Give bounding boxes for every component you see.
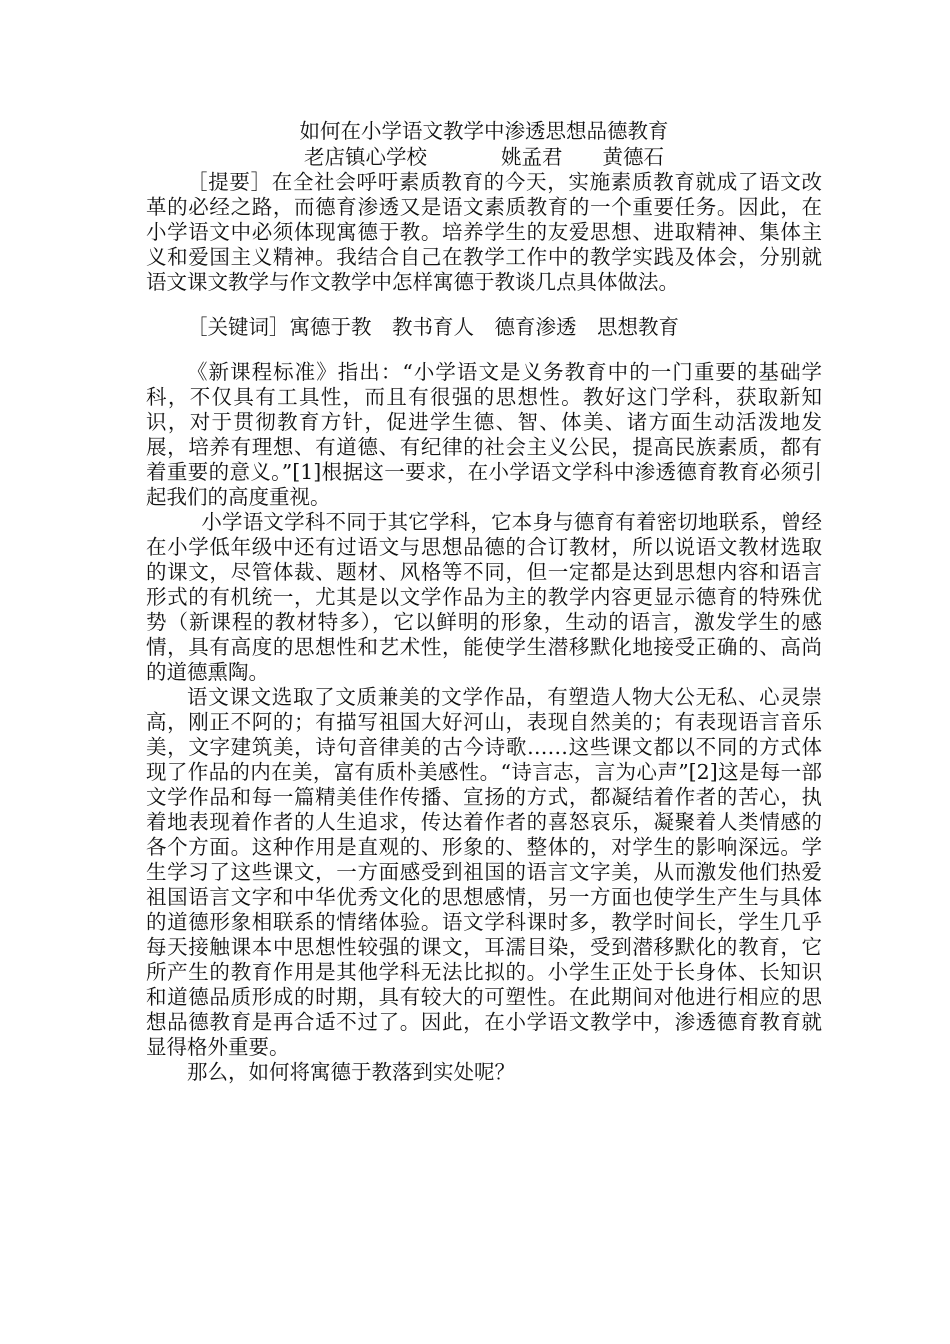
author-line [146, 144, 822, 170]
body-paragraph-3: 语文课文选取了文质兼美的文学作品，有塑造人物大公无私、心灵崇高，刚正不阿的；有描写祖国大好河山，表现自然美的；有表现语言音乐美，文字建筑美，诗句音律美的古今诗歌……这些课文都以不同的方式体现了作品的内在美，富有质朴美感性。“诗言志，言为心声”[2]这是每一部文学作品和每一篇精美佳作传播、宣扬的方式，都凝结着作者的苦心，执着地表现着作者的人生追求，传达着作者的喜怒哀乐，凝聚着人类情感的各个方面。这种作用是直观的、形象的、整体的，对学生的影响深远。学生学习了这些课文，一方面感受到祖国的语言文字美，从而激发他们热爱祖国语言文字和中华优秀文化的思想感情，另一方面也使学生产生与具体的道德形象相联系的情绪体验。语文学科课时多，教学时间长，学生几乎每天接触课本中思想性较强的课文，耳濡目染，受到潜移默化的教育，它所产生的教育作用是其他学科无法比拟的。小学生正处于长身体、长知识和道德品质形成的时期，具有较大的可塑性。在此期间对他进行相应的思想品德教育是再合适不过了。因此，在小学语文教学中，渗透德育教育就显得格外重要。 [146, 685, 822, 1059]
document-title: 如何在小学语文教学中渗透思想品德教育 [299, 119, 669, 143]
keywords-line: ［关键词］寓德于教 教书育人 德育渗透 思想教育 [187, 315, 679, 339]
author-name-1: 姚孟君 [501, 145, 563, 169]
body-paragraph-1: 《新课程标准》指出：“小学语文是义务教育中的一门重要的基础学科，不仅具有工具性，而且有很强的思想性。教好这门学科，获取新知识，对于贯彻教育方针，促进学生德、智、体美、诸方面生动活泼地发展，培养有理想、有道德、有纪律的社会主义公民，提高民族素质，都有着重要的意义。”[1]根据这一要求，在小学语文学科中渗透德育教育必须引起我们的高度重视。 [146, 360, 822, 509]
spacer [146, 295, 822, 315]
document-page [146, 118, 822, 1085]
body-paragraph-2: 小学语文学科不同于其它学科，它本身与德育有着密切地联系，曾经在小学低年级中还有过语文与思想品德的合订教材，所以说语文教材选取的课文，尽管体裁、题材、风格等不同，但一定都是达到思想内容和语言形式的有机统一，尤其是以文学作品为主的教学内容更显示德育的特殊优势（新课程的教材特多），它以鲜明的形象，生动的语言，激发学生的感情，具有高度的思想性和艺术性，能使学生潜移默化地接受正确的、高尚的道德熏陶。 [146, 510, 822, 684]
author-name-2: 黄德石 [602, 145, 664, 169]
school-name: 老店镇心学校 [304, 145, 427, 169]
spacer [146, 340, 822, 360]
abstract-paragraph: ［提要］在全社会呼吁素质教育的今天，实施素质教育就成了语文改革的必经之路，而德育渗透又是语文素质教育的一个重要任务。因此，在小学语文中必须体现寓德于教。培养学生的友爱思想、进取精神、集体主义和爱国主义精神。我结合自己在教学工作中的教学实践及体会，分别就语文课文教学与作文教学中怎样寓德于教谈几点具体做法。 [146, 170, 822, 294]
body-paragraph-4: 那么，如何将寓德于教落到实处呢？ [187, 1060, 515, 1084]
